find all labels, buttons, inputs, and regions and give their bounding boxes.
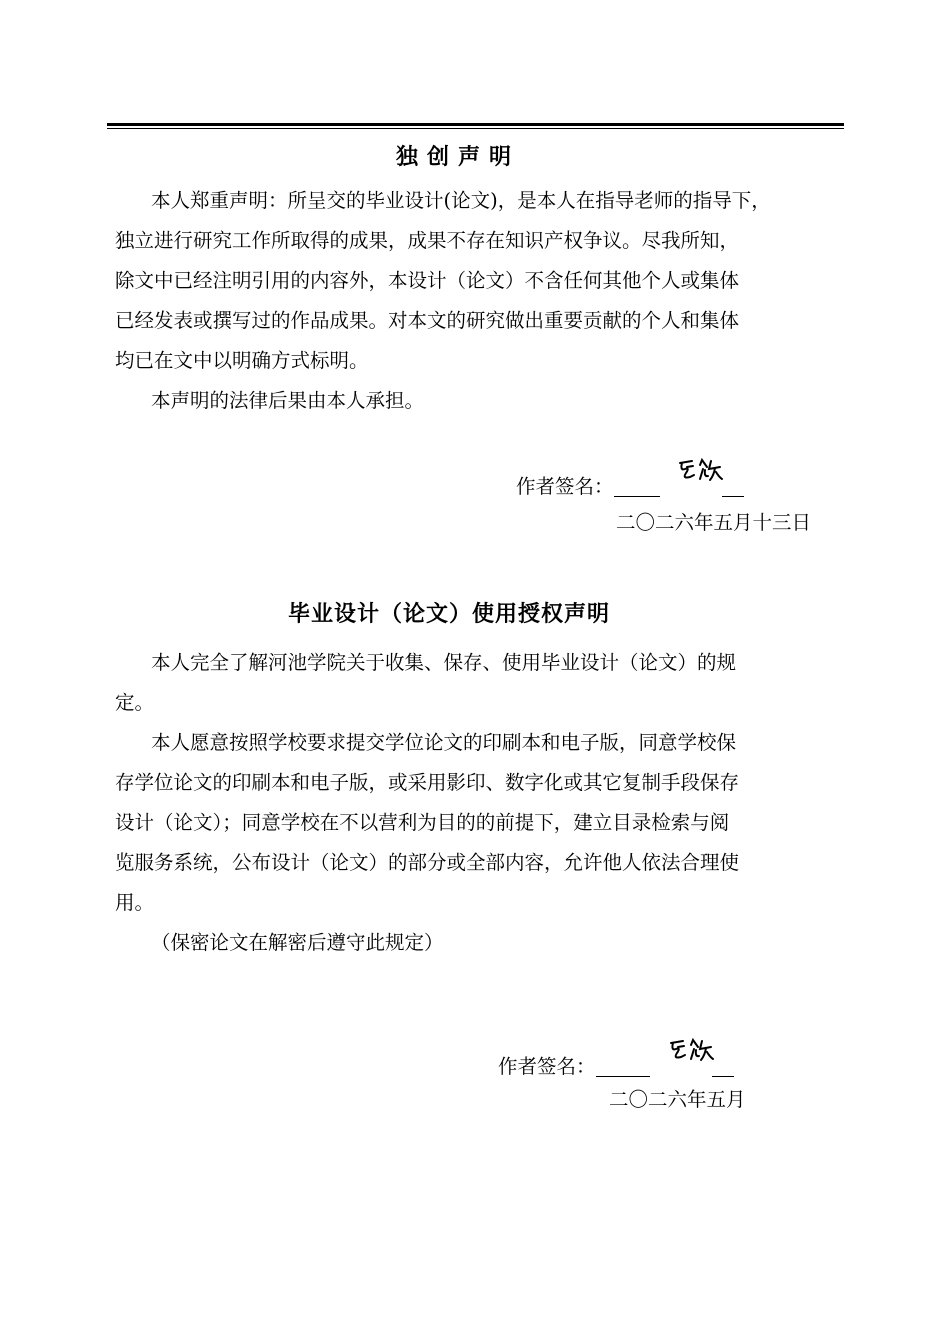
declaration-line-6: 本声明的法律后果由本人承担。 <box>151 389 425 412</box>
authorization-signature-label: 作者签名： <box>498 1055 596 1078</box>
authorization-line-2: 定。 <box>115 691 155 714</box>
declaration-signature-label: 作者签名： <box>516 475 614 498</box>
declaration-line-4: 已经发表或撰写过的作品成果。对本文的研究做出重要贡献的个人和集体 <box>115 309 740 332</box>
header-rule-thin <box>107 128 844 129</box>
authorization-line-3: 本人愿意按照学校要求提交学位论文的印刷本和电子版，同意学校保 <box>151 731 737 754</box>
authorization-line-4: 存学位论文的印刷本和电子版，或采用影印、数字化或其它复制手段保存 <box>115 771 740 794</box>
authorization-line-5: 设计（论文）；同意学校在不以营利为目的的前提下，建立目录检索与阅 <box>115 811 730 834</box>
signature-underline <box>596 1056 650 1077</box>
authorization-line-1: 本人完全了解河池学院关于收集、保存、使用毕业设计（论文）的规 <box>151 651 737 674</box>
handwritten-signature <box>667 1035 717 1065</box>
declaration-line-3: 除文中已经注明引用的内容外，本设计（论文）不含任何其他个人或集体 <box>115 269 740 292</box>
declaration-line-2: 独立进行研究工作所取得的成果，成果不存在知识产权争议。尽我所知， <box>115 229 740 252</box>
authorization-date: 二〇二六年五月 <box>609 1088 746 1111</box>
authorization-note: （保密论文在解密后遵守此规定） <box>151 931 444 954</box>
signature-underline <box>614 476 660 497</box>
declaration-line-5: 均已在文中以明确方式标明。 <box>115 349 369 372</box>
authorization-line-6: 览服务系统，公布设计（论文）的部分或全部内容，允许他人依法合理使 <box>115 851 740 874</box>
header-rule-thick <box>107 123 844 126</box>
declaration-line-1: 本人郑重声明：所呈交的毕业设计(论文)，是本人在指导老师的指导下， <box>151 189 771 212</box>
handwritten-signature <box>676 455 726 485</box>
declaration-date: 二〇二六年五月十三日 <box>616 511 812 534</box>
authorization-title: 毕业设计（论文）使用授权声明 <box>288 602 611 627</box>
declaration-title: 独创声明 <box>396 145 521 170</box>
authorization-line-7: 用。 <box>115 891 155 914</box>
